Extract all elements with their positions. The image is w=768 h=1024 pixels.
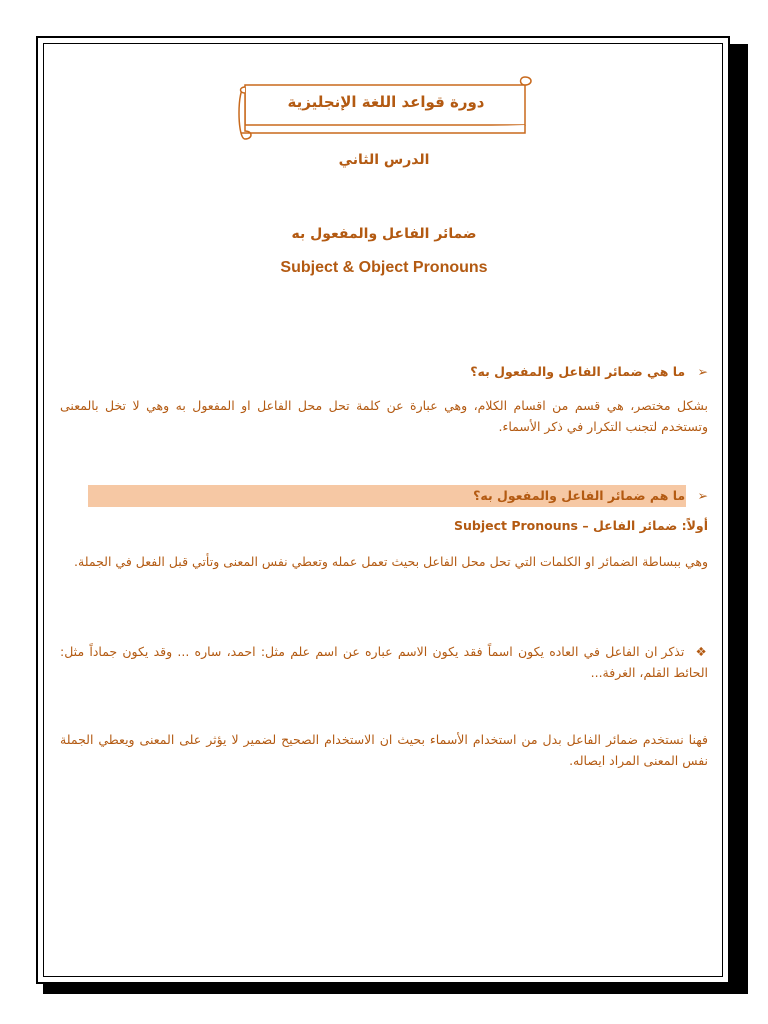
question-1-text: ما هي ضمائر الفاعل والمفعول به؟ bbox=[470, 364, 686, 379]
question-1 bbox=[60, 364, 708, 379]
definition-paragraph: وهي ببساطة الضمائر او الكلمات التي تحل محل الفاعل بحيث تعمل عمله وتعطي نفس المعنى وتأتي قبل الفعل في الجملة. bbox=[74, 554, 708, 569]
conclusion-paragraph: فهنا نستخدم ضمائر الفاعل بدل من استخدام الأسماء بحيث ان الاستخدام الصحيح لضمير لا يؤثر على المعنى ويعطي الجملة نفس المعنى المراد ايصاله. bbox=[60, 732, 708, 768]
topic-title-english: Subject & Object Pronouns bbox=[280, 259, 488, 276]
subheading-subject-pronouns: أولاً: ضمائر الفاعل – Subject Pronouns bbox=[453, 518, 708, 533]
note-text: تذكر ان الفاعل في العاده يكون اسماً فقد يكون الاسم عباره عن اسم علم مثل: احمد، ساره ... وقد يكون جماداً مثل: الحائط القلم، الغرفة... bbox=[60, 644, 708, 680]
note-paragraph bbox=[60, 641, 708, 683]
lesson-number: الدرس الثاني bbox=[338, 152, 430, 168]
page-inner-border bbox=[43, 43, 723, 977]
question-2-text: ما هم ضمائر الفاعل والمفعول به؟ bbox=[473, 488, 686, 503]
course-title: دورة قواعد اللغة الإنجليزية bbox=[287, 93, 485, 111]
arrow-bullet-icon: ➢ bbox=[697, 488, 708, 503]
diamond-bullet-icon: ❖ bbox=[695, 644, 708, 659]
arrow-bullet-icon: ➢ bbox=[697, 364, 708, 379]
page-border bbox=[36, 36, 730, 984]
topic-title-arabic: ضمائر الفاعل والمفعول به bbox=[291, 226, 477, 242]
question-2 bbox=[60, 488, 708, 503]
answer-1-paragraph: بشكل مختصر، هي قسم من اقسام الكلام، وهي عبارة عن كلمة تحل محل الفاعل او المفعول به وهي لا تخل بالمعنى وتستخدم لتجنب التكرار في ذكر الأسماء. bbox=[60, 398, 708, 434]
